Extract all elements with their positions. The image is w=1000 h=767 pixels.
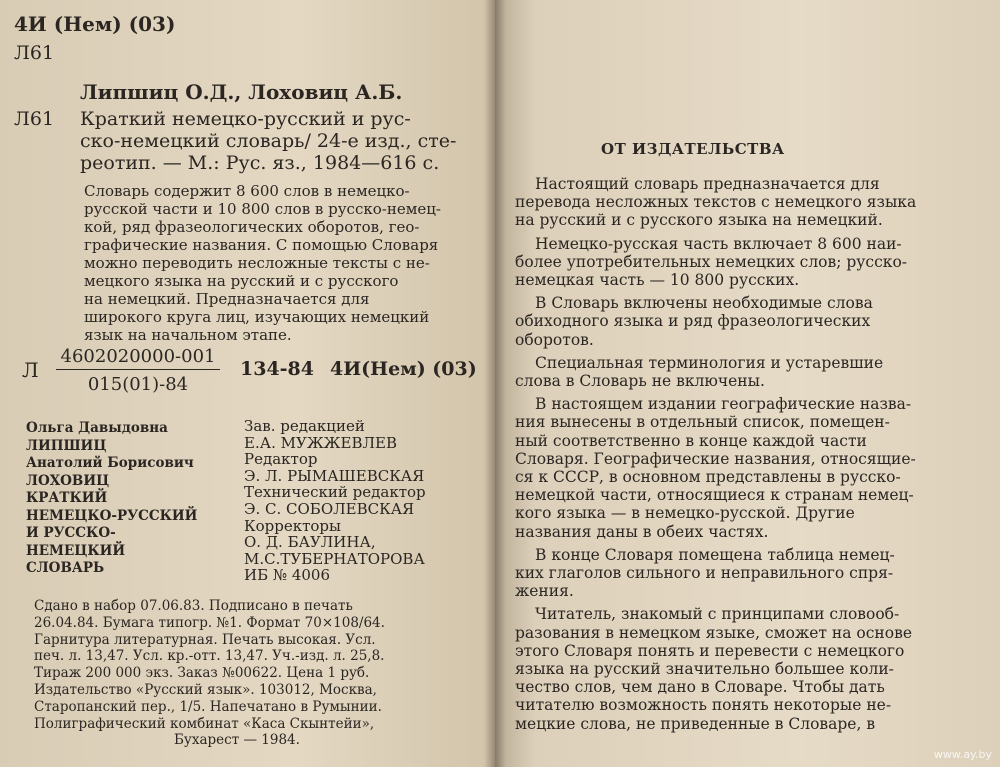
entry-line: ско-немецкий словарь/ 24-е изд., сте- (80, 130, 457, 152)
credit-line: Э. С. СОБОЛЕВСКАЯ (244, 499, 415, 518)
formula-code: 4И(Нем) (03) (330, 358, 477, 380)
text-line: Немецко-русская часть включает 8 600 наи- (535, 234, 902, 253)
annotation-line: графические названия. С помощью Словаря (84, 236, 439, 254)
text-line: ся к СССР, в основном представлены в русско- (515, 468, 901, 487)
preface-text (515, 175, 975, 733)
annotation (84, 182, 441, 344)
formula-numerator: 4602020000-001 (56, 346, 220, 370)
text-line: немецкой части, относящиеся к странам немец- (515, 486, 914, 505)
credit-line: СЛОВАРЬ (26, 560, 105, 576)
credit-line: ЛИПШИЦ (26, 437, 107, 454)
text-line: мецкие слова, не приведенные в Словаре, в (515, 714, 876, 733)
imprint-line: Гарнитура литературная. Печать высокая. Усл. (34, 631, 376, 648)
text-line: В Словарь включены необходимые слова (535, 294, 873, 313)
text-line: на русский и с русского языка на немецкий. (515, 211, 883, 230)
text-line: жения. (515, 582, 574, 601)
text-line: ких глаголов сильного и неправильного спря- (515, 564, 894, 583)
imprint-line: печ. л. 13,47. Усл. кр.-отт. 13,47. Уч.-изд. л. 25,8. (34, 648, 385, 665)
left-page (0, 0, 495, 767)
text-line: названия даны в обеих частях. (515, 522, 769, 541)
text-line: Читатель, знакомый с принципами словооб- (535, 605, 900, 624)
text-line: более употребительных немецких слов; русско- (515, 252, 908, 271)
bibliographic-entry (80, 108, 456, 174)
credit-line: Зав. редакцией (244, 417, 365, 435)
credit-line: И РУССКО- (26, 525, 116, 541)
credit-line: Ольга Давыдовна (26, 420, 168, 436)
imprint (34, 598, 385, 749)
imprint-line: Старопанский пер., 1/5. Напечатано в Румынии. (34, 698, 382, 715)
text-line: ный соответственно в конце каждой части (515, 431, 867, 450)
annotation-line: русской части и 10 800 слов в русско-немец- (84, 200, 441, 218)
text-line: Словаря. Географические названия, относящие- (515, 449, 916, 468)
text-line: Специальная терминология и устаревшие (535, 353, 884, 372)
preface-paragraph (515, 175, 975, 230)
annotation-line: широкого круга лиц, изучающих немецкий (84, 308, 430, 326)
text-line: В настоящем издании географические назва- (535, 395, 912, 414)
imprint-line: Бухарест — 1984. (174, 732, 300, 749)
preface-heading: ОТ ИЗДАТЕЛЬСТВА (601, 140, 785, 158)
formula-letter: Л (22, 358, 39, 382)
text-line: перевода несложных текстов с немецкого языка (515, 193, 917, 212)
text-line: этого Словаря понять и перевести с немецкого (515, 641, 905, 660)
text-line: оборотов. (515, 330, 594, 349)
text-line: кого языка — в немецко-русской. Другие (515, 504, 855, 523)
annotation-line: на немецкий. Предназначается для (84, 290, 370, 308)
imprint-line: Сдано в набор 07.06.83. Подписано в печать (34, 598, 353, 614)
credit-line: Анатолий Борисович (26, 455, 194, 471)
credit-line: НЕМЕЦКО-РУССКИЙ (26, 507, 198, 524)
preface-paragraph (515, 294, 975, 349)
text-line: читателю возможность понять некоторые не- (515, 696, 892, 715)
imprint-line: 26.04.84. Бумага типогр. №1. Формат 70×108/64. (34, 614, 385, 631)
credits-staff (244, 418, 426, 584)
credit-line: Е.А. МУЖЖЕВЛЕВ (244, 433, 397, 452)
top-index: Л61 (14, 42, 55, 64)
authors: Липшиц О.Д., Лоховиц А.Б. (80, 80, 403, 104)
imprint-line: Полиграфический комбинат «Каса Скынтейи», (34, 715, 375, 732)
preface-paragraph (515, 354, 975, 390)
preface-paragraph (515, 235, 975, 290)
formula-number: 134-84 (240, 358, 314, 380)
watermark: www.ay.by (933, 748, 992, 761)
text-line: чество слов, чем дано в Словаре. Чтобы дать (515, 678, 885, 697)
entry-line: Краткий немецко-русский и рус- (80, 108, 411, 130)
text-line: языка на русский значительно большее коли- (515, 660, 894, 679)
annotation-line: можно переводить несложные тексты с не- (84, 254, 430, 272)
book-gutter-shadow (484, 0, 506, 767)
annotation-line: кой, ряд фразеологических оборотов, гео- (84, 218, 420, 236)
credit-line: Э. Л. РЫМАШЕВСКАЯ (244, 466, 425, 485)
entry-index: Л61 (14, 108, 55, 130)
credit-line: ЛОХОВИЦ (26, 472, 110, 489)
preface-paragraph (515, 546, 975, 601)
annotation-line: язык на начальном этапе. (84, 326, 292, 344)
top-code: 4И (Нем) (03) (14, 12, 176, 36)
credit-line: ИБ № 4006 (244, 566, 331, 585)
credits-authors (26, 420, 197, 578)
imprint-line: Издательство «Русский язык». 103012, Москва, (34, 681, 377, 698)
text-line: слова в Словарь не включены. (515, 372, 765, 391)
credit-line: Технический редактор (244, 483, 426, 502)
formula-denominator: 015(01)-84 (87, 374, 189, 395)
preface-paragraph (515, 395, 975, 541)
credit-line: Редактор (244, 450, 318, 469)
text-line: немецкая часть — 10 800 русских. (515, 271, 800, 290)
credit-line: М.С.ТУБЕРНАТОРОВА (244, 549, 425, 568)
preface-paragraph (515, 605, 975, 732)
text-line: В конце Словаря помещена таблица немец- (535, 545, 895, 564)
annotation-line: мецкого языка на русский и с русского (84, 272, 399, 290)
text-line: разования в немецком языке, сможет на основе (515, 623, 912, 642)
text-line: Настоящий словарь предназначается для (535, 175, 880, 193)
credit-line: О. Д. БАУЛИНА, (244, 533, 376, 552)
imprint-line: Тираж 200 000 экз. Заказ №00622. Цена 1 руб. (34, 665, 370, 682)
annotation-line: Словарь содержит 8 600 слов в немецко- (84, 182, 410, 200)
credit-line: КРАТКИЙ (26, 490, 108, 506)
entry-line: реотип. — М.: Рус. яз., 1984—616 с. (80, 152, 440, 174)
credit-line: Корректоры (244, 516, 341, 535)
credit-line: НЕМЕЦКИЙ (26, 542, 126, 559)
text-line: обиходного языка и ряд фразеологических (515, 312, 871, 331)
right-page (495, 0, 1000, 767)
text-line: ния вынесены в отдельный список, помещен- (515, 413, 890, 432)
